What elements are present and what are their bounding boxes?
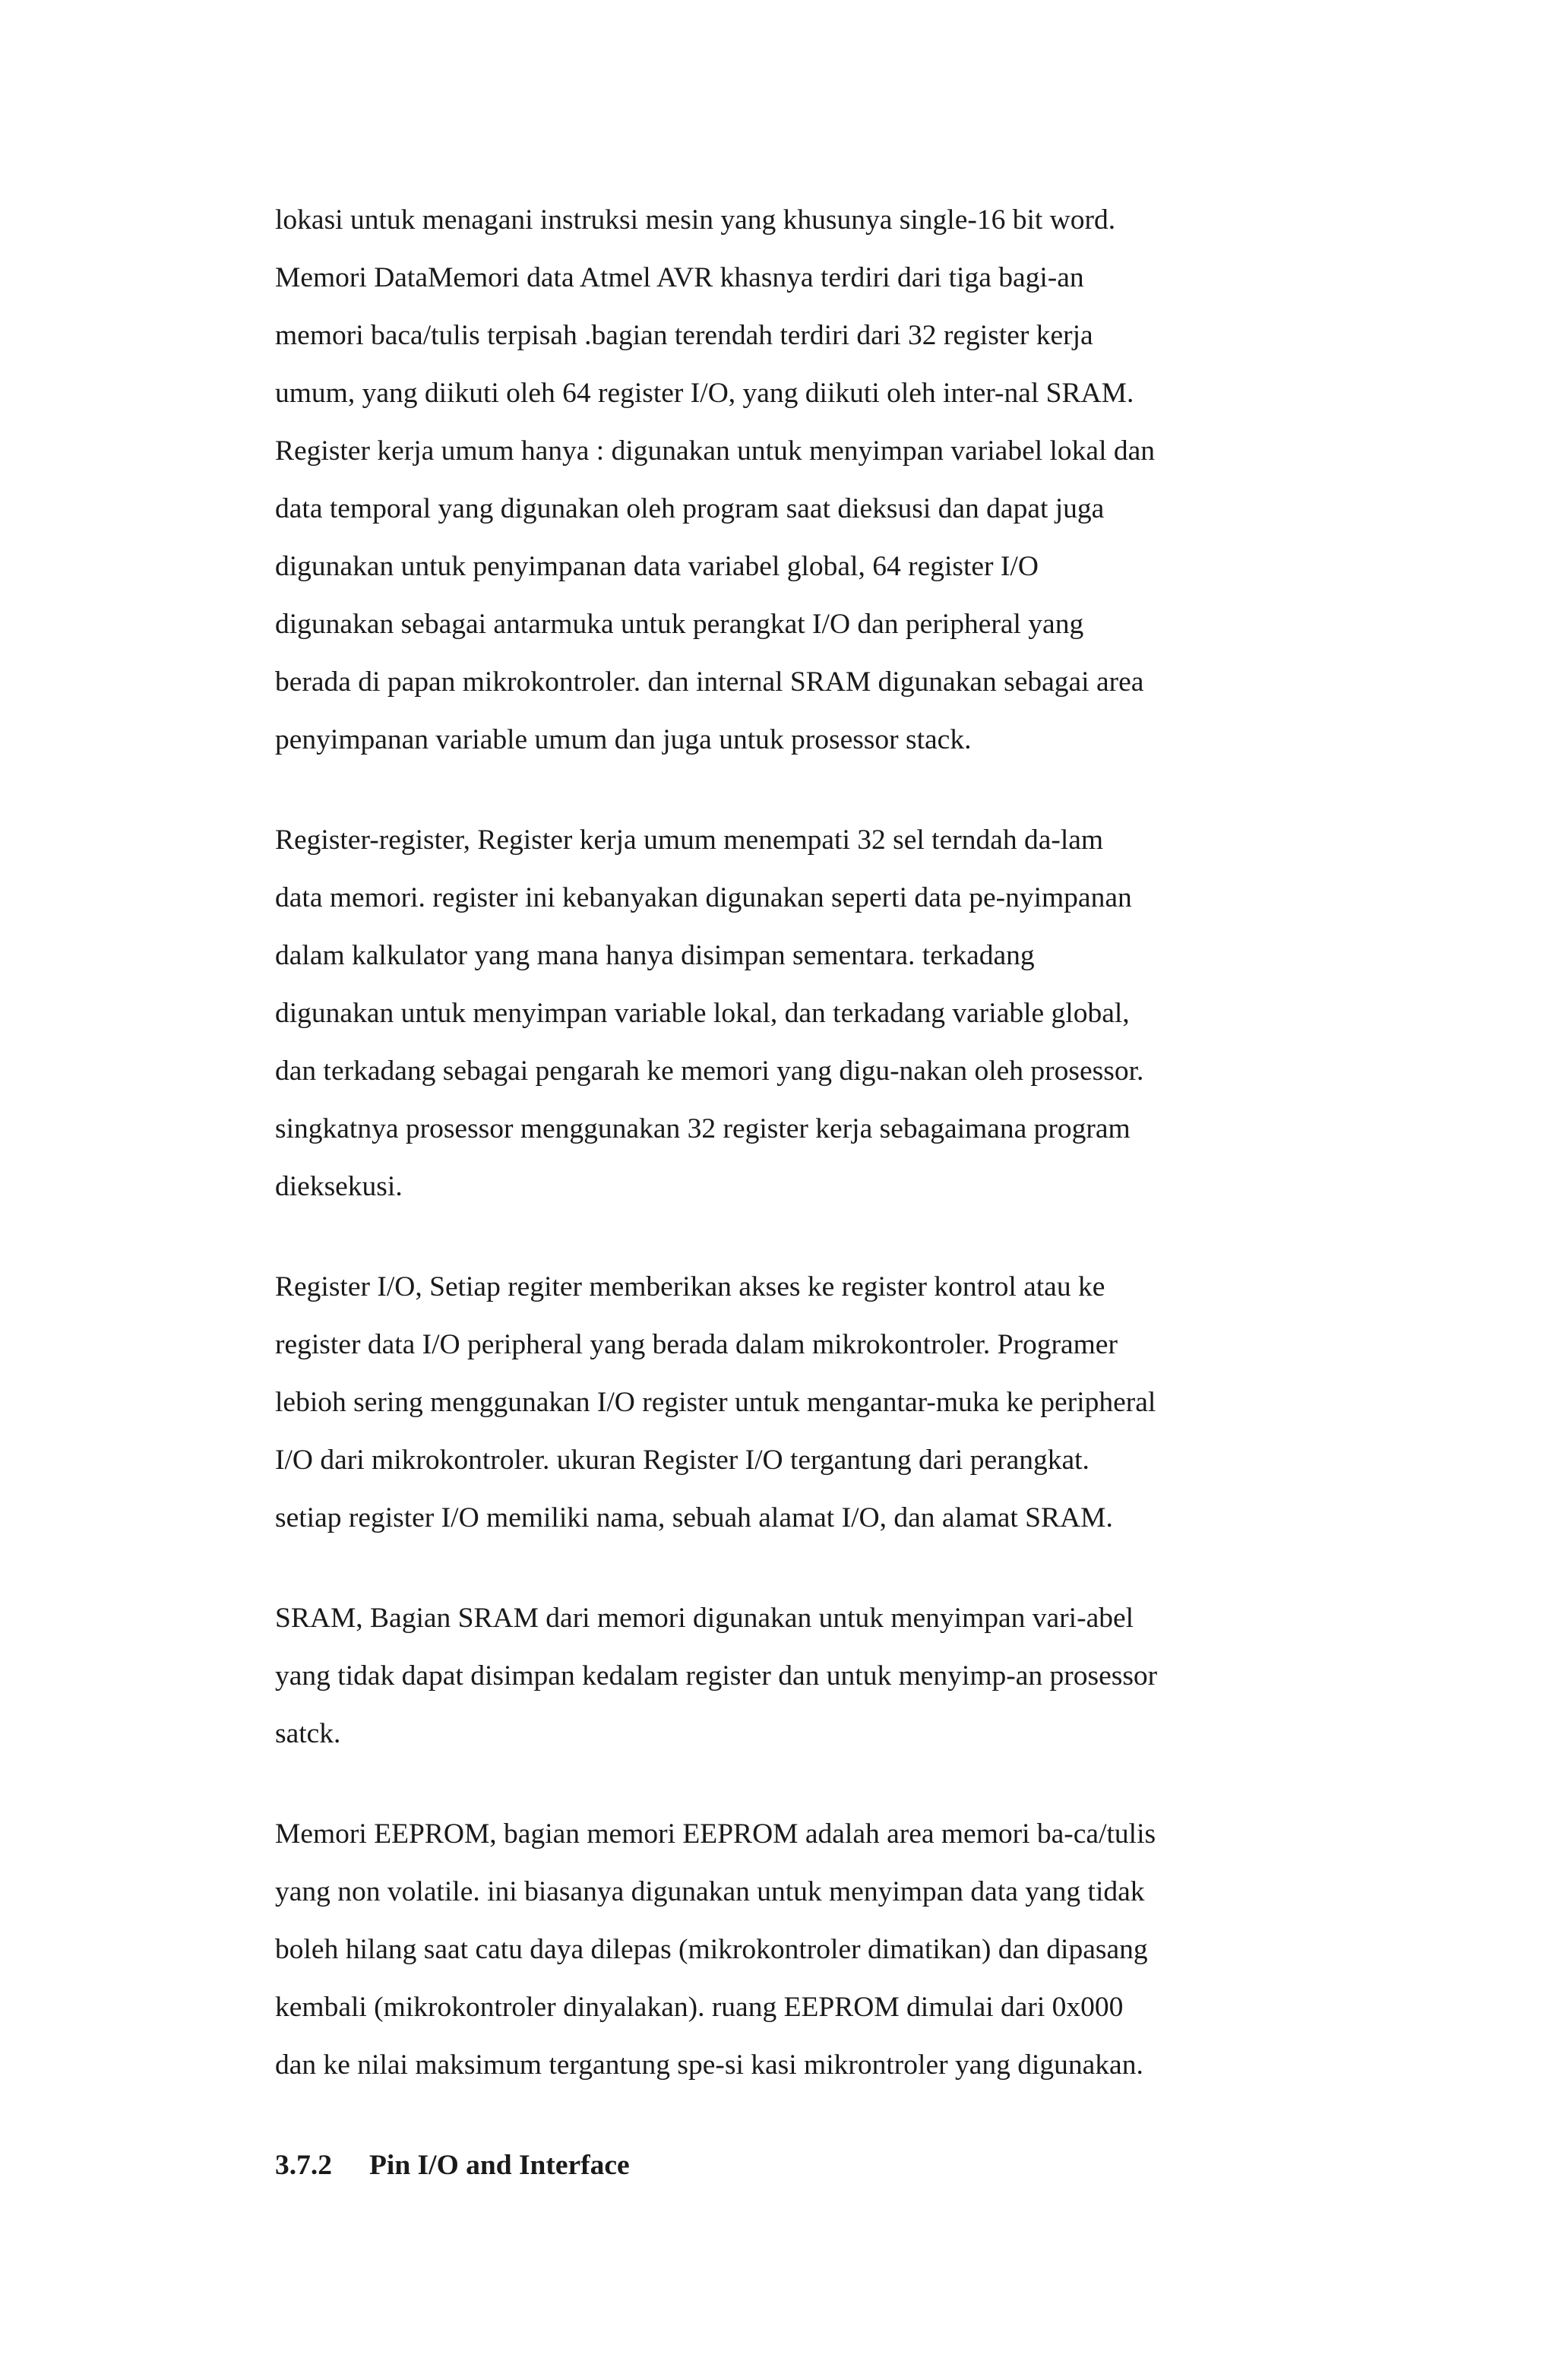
paragraph-memori-eeprom <box>275 1806 1324 2094</box>
text-line: berada di papan mikrokontroler. dan internal SRAM digunakan sebagai area <box>275 666 1144 698</box>
text-line: lebioh sering menggunakan I/O register untuk mengantar-muka ke peripheral <box>275 1387 1156 1418</box>
document-page <box>275 191 1324 2195</box>
paragraph-memori-data <box>275 191 1324 769</box>
section-title: Pin I/O and Interface <box>369 2150 630 2181</box>
text-line: dieksekusi. <box>275 1171 403 1202</box>
text-line: digunakan untuk penyimpanan data variabel global, 64 register I/O <box>275 551 1039 582</box>
text-line: register data I/O peripheral yang berada dalam mikrokontroler. Programer <box>275 1329 1118 1360</box>
paragraph-register-register <box>275 812 1324 1216</box>
paragraph-sram <box>275 1590 1324 1763</box>
text-line: SRAM, Bagian SRAM dari memori digunakan untuk menyimpan vari-abel <box>275 1603 1134 1634</box>
text-line: Register kerja umum hanya : digunakan untuk menyimpan variabel lokal dan <box>275 435 1156 467</box>
text-line: memori baca/tulis terpisah .bagian terendah terdiri dari 32 register kerja <box>275 320 1093 351</box>
section-number: 3.7.2 <box>275 2150 332 2181</box>
paragraph-register-io <box>275 1258 1324 1547</box>
text-line: penyimpanan variable umum dan juga untuk prosessor stack. <box>275 724 972 755</box>
text-line: setiap register I/O memiliki nama, sebuah alamat I/O, dan alamat SRAM. <box>275 1502 1113 1533</box>
text-line: Register-register, Register kerja umum menempati 32 sel terndah da-lam <box>275 824 1104 856</box>
text-line: singkatnya prosessor menggunakan 32 register kerja sebagaimana program <box>275 1113 1131 1144</box>
text-line: yang tidak dapat disimpan kedalam register dan untuk menyimp-an prosessor <box>275 1660 1158 1692</box>
text-line: yang non volatile. ini biasanya digunakan untuk menyimpan data yang tidak <box>275 1876 1145 1907</box>
text-line: kembali (mikrokontroler dinyalakan). ruang EEPROM dimulai dari 0x000 <box>275 1992 1124 2023</box>
text-line: Memori DataMemori data Atmel AVR khasnya terdiri dari tiga bagi-an <box>275 262 1084 293</box>
text-line: digunakan untuk menyimpan variable lokal, dan terkadang variable global, <box>275 998 1130 1029</box>
text-line: boleh hilang saat catu daya dilepas (mikrokontroler dimatikan) dan dipasang <box>275 1934 1148 1965</box>
text-line: I/O dari mikrokontroler. ukuran Register I/O tergantung dari perangkat. <box>275 1445 1090 1476</box>
text-line: data temporal yang digunakan oleh program saat dieksusi dan dapat juga <box>275 493 1105 524</box>
text-line: umum, yang diikuti oleh 64 register I/O, yang diikuti oleh inter-nal SRAM. <box>275 378 1134 409</box>
text-line: data memori. register ini kebanyakan digunakan seperti data pe-nyimpanan <box>275 882 1132 913</box>
text-line: satck. <box>275 1718 341 1749</box>
text-line: dan terkadang sebagai pengarah ke memori yang digu-nakan oleh prosessor. <box>275 1055 1144 1087</box>
section-heading <box>275 2137 1324 2195</box>
text-line: Register I/O, Setiap regiter memberikan akses ke register kontrol atau ke <box>275 1271 1105 1302</box>
text-line: dan ke nilai maksimum tergantung spe-si kasi mikrontroler yang digunakan. <box>275 2049 1143 2081</box>
text-line: dalam kalkulator yang mana hanya disimpan sementara. terkadang <box>275 940 1035 971</box>
text-line: Memori EEPROM, bagian memori EEPROM adalah area memori ba-ca/tulis <box>275 1818 1156 1850</box>
text-line: digunakan sebagai antarmuka untuk perangkat I/O dan peripheral yang <box>275 609 1084 640</box>
text-line: lokasi untuk menagani instruksi mesin yang khusunya single-16 bit word. <box>275 204 1116 236</box>
